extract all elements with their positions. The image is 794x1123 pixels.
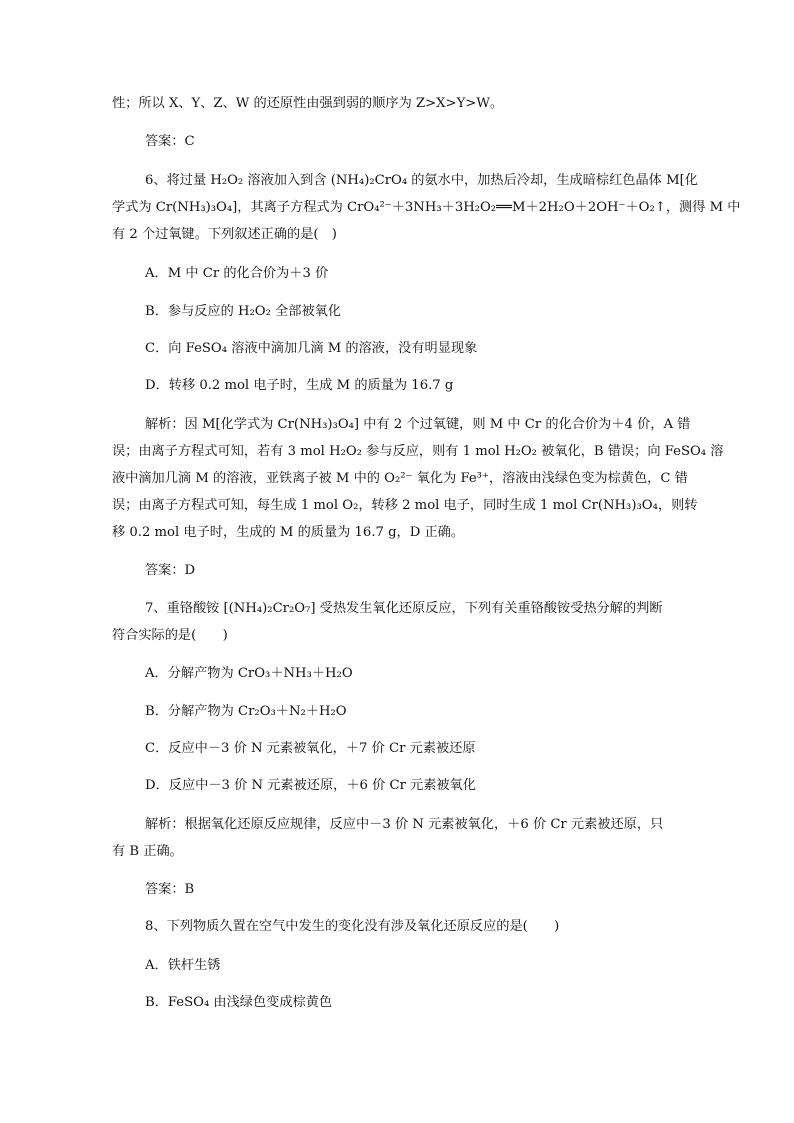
q7-analysis-line-1: 解析：根据氧化还原反应规律，反应中－3 价 N 元素被氧化，＋6 价 Cr 元素被还原，只	[145, 817, 664, 832]
q6-option-a: A．M 中 Cr 的化合价为＋3 价	[145, 266, 329, 281]
q6-stem-line-2: 学式为 Cr(NH₃)₃O₄]，其离子方程式为 CrO₄²⁻＋3NH₃＋3H₂O₂══M＋2H₂O＋2OH⁻＋O₂↑，测得 M 中	[112, 200, 741, 215]
q6-stem-line-3: 有 2 个过氧键。下列叙述正确的是( )	[112, 227, 337, 242]
q7-stem-line-1: 7、重铬酸铵 [(NH₄)₂Cr₂O₇] 受热发生氧化还原反应，下列有关重铬酸铵受热分解的判断	[145, 601, 663, 616]
q8-option-a: A．铁杆生锈	[145, 958, 221, 973]
q8-option-b: B．FeSO₄ 由浅绿色变成棕黄色	[145, 995, 333, 1010]
q6-analysis-line-2: 误；由离子方程式可知，若有 3 mol H₂O₂ 参与反应，则有 1 mol H₂O₂ 被氧化，B 错误；向 FeSO₄ 溶	[112, 444, 724, 459]
q7-stem-line-2: 符合实际的是( )	[112, 628, 228, 643]
q6-analysis-line-1: 解析：因 M[化学式为 Cr(NH₃)₃O₄] 中有 2 个过氧键，则 M 中 Cr 的化合价为＋4 价，A 错	[145, 417, 691, 432]
q7-option-d: D．反应中－3 价 N 元素被还原，＋6 价 Cr 元素被氧化	[145, 778, 476, 793]
q6-option-b: B．参与反应的 H₂O₂ 全部被氧化	[145, 304, 342, 319]
q5-tail-text: 性；所以 X、Y、Z、W 的还原性由强到弱的顺序为 Z>X>Y>W。	[112, 96, 504, 111]
q6-analysis-line-4: 误；由离子方程式可知，每生成 1 mol O₂，转移 2 mol 电子，同时生成 1 mol Cr(NH₃)₃O₄，则转	[112, 498, 698, 513]
q7-answer: 答案：B	[145, 882, 195, 897]
q6-analysis-line-3: 液中滴加几滴 M 的溶液，亚铁离子被 M 中的 O₂²⁻ 氧化为 Fe³⁺，溶液由浅绿色变为棕黄色，C 错	[112, 471, 688, 486]
q6-option-c: C．向 FeSO₄ 溶液中滴加几滴 M 的溶液，没有明显现象	[145, 341, 478, 356]
q6-analysis-line-5: 移 0.2 mol 电子时，生成的 M 的质量为 16.7 g，D 正确。	[112, 525, 465, 540]
q7-analysis-line-2: 有 B 正确。	[112, 844, 183, 859]
q7-option-c: C．反应中－3 价 N 元素被氧化，＋7 价 Cr 元素被还原	[145, 741, 476, 756]
q7-option-b: B．分解产物为 Cr₂O₃＋N₂＋H₂O	[145, 704, 347, 719]
q7-option-a: A．分解产物为 CrO₃＋NH₃＋H₂O	[145, 666, 353, 681]
q8-stem-line-1: 8、下列物质久置在空气中发生的变化没有涉及氧化还原反应的是( )	[145, 919, 560, 934]
q6-stem-line-1: 6、将过量 H₂O₂ 溶液加入到含 (NH₄)₂CrO₄ 的氨水中，加热后冷却，生成暗棕红色晶体 M[化	[145, 173, 698, 188]
q6-option-d: D．转移 0.2 mol 电子时，生成 M 的质量为 16.7 g	[145, 378, 454, 393]
q5-answer: 答案：C	[145, 134, 195, 149]
q6-answer: 答案：D	[145, 563, 196, 578]
